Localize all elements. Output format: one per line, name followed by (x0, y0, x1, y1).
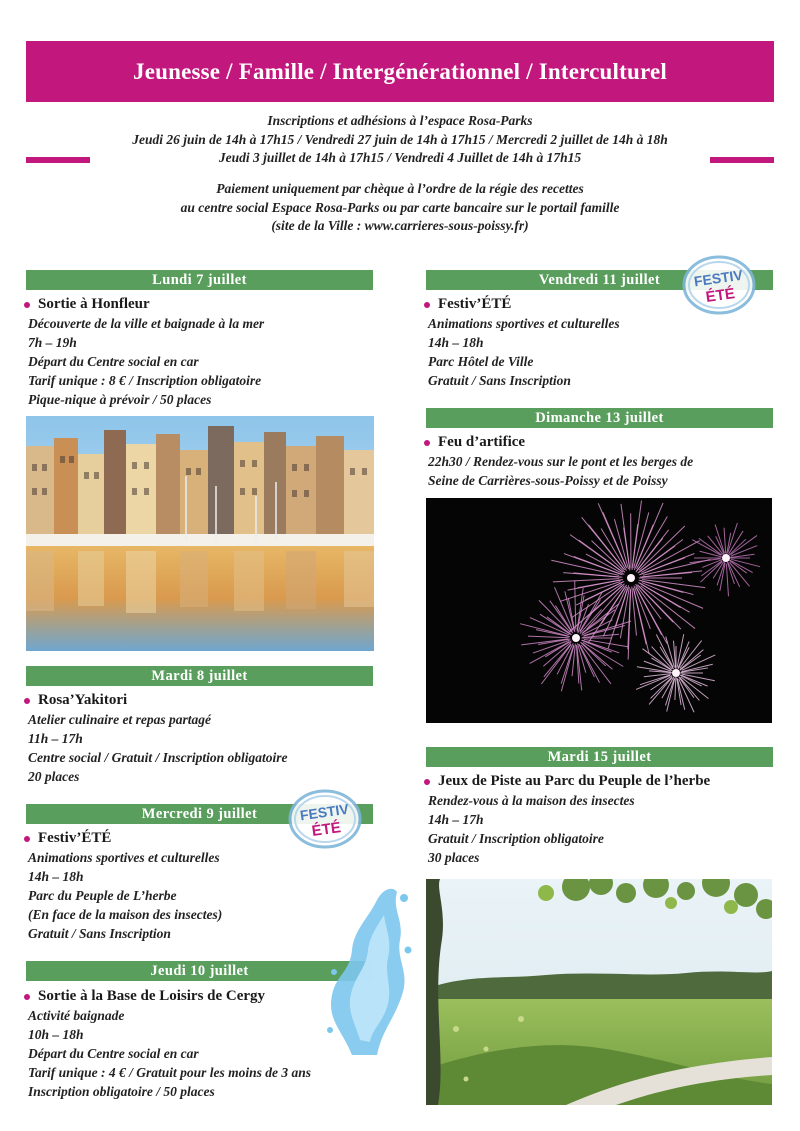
bullet-icon (424, 440, 430, 446)
event-detail: Rendez-vous à la maison des insectes (428, 793, 635, 808)
event-detail: Animations sportives et culturelles (28, 850, 220, 865)
event-jeux-de-piste (422, 772, 792, 867)
event-detail: 7h – 19h (28, 335, 77, 350)
bullet-icon (24, 698, 30, 704)
event-detail: 20 places (28, 769, 80, 784)
registration-line: Jeudi 3 juillet de 14h à 17h15 / Vendredi 4 Juillet de 14h à 17h15 (218, 150, 582, 165)
bullet-icon (424, 779, 430, 785)
registration-line: Jeudi 26 juin de 14h à 17h15 / Vendredi 27 juin de 14h à 17h15 / Mercredi 2 juillet de 14h à 18h (132, 131, 668, 147)
event-title: Festiv’ÉTÉ (38, 830, 112, 846)
event-detail: 22h30 / Rendez-vous sur le pont et les berges de (428, 454, 694, 469)
event-detail: Seine de Carrières-sous-Poissy et de Poissy (428, 473, 668, 488)
day-header-tue8 (26, 666, 373, 686)
page-title-banner (26, 41, 774, 102)
event-title: Sortie à Honfleur (38, 296, 150, 312)
water-splash-illustration (322, 880, 412, 1060)
bullet-icon (24, 302, 30, 308)
event-detail: 30 places (428, 850, 480, 865)
event-detail: Découverte de la ville et baignade à la mer (28, 316, 265, 331)
day-header-mon7 (26, 270, 373, 290)
event-detail: (En face de la maison des insectes) (28, 907, 223, 922)
fireworks-photo (426, 498, 772, 723)
event-detail: 11h – 17h (28, 731, 83, 746)
right-accent-bar (710, 157, 774, 163)
festivete-logo (680, 254, 758, 316)
payment-line: au centre social Espace Rosa-Parks ou par carte bancaire sur le portail famille (180, 199, 620, 215)
event-detail: Gratuit / Sans Inscription (28, 926, 171, 941)
bullet-icon (24, 994, 30, 1000)
event-detail: 14h – 17h (428, 812, 484, 827)
event-detail: 10h – 18h (28, 1027, 84, 1042)
event-detail: Inscription obligatoire / 50 places (28, 1084, 215, 1099)
event-detail: Centre social / Gratuit / Inscription obligatoire (28, 750, 288, 765)
day-label: Vendredi 11 juillet (538, 271, 661, 288)
logo-text-line2: ÉTÉ (310, 819, 343, 840)
day-label: Jeudi 10 juillet (150, 962, 249, 979)
event-fireworks (422, 433, 782, 490)
logo-text-line2: ÉTÉ (704, 285, 737, 306)
day-label: Lundi 7 juillet (152, 271, 247, 288)
event-detail: Tarif unique : 8 € / Inscription obligatoire (28, 373, 262, 388)
event-detail: Tarif unique : 4 € / Gratuit pour les moins de 3 ans (28, 1065, 312, 1080)
festivete-logo (286, 788, 364, 850)
registration-info (95, 112, 705, 168)
logo-text-line1: FESTIV (298, 800, 350, 824)
event-detail: Animations sportives et culturelles (428, 316, 620, 331)
event-rosa-yakitori (22, 691, 382, 786)
event-detail: Gratuit / Inscription obligatoire (428, 831, 604, 846)
event-detail: Gratuit / Sans Inscription (428, 373, 571, 388)
event-detail: Parc Hôtel de Ville (428, 354, 534, 369)
park-photo (426, 879, 772, 1105)
event-detail: Parc du Peuple de L’herbe (28, 888, 177, 903)
honfleur-harbour-photo (26, 416, 374, 651)
event-honfleur (22, 295, 382, 409)
registration-line: Inscriptions et adhésions à l’espace Rosa-Parks (267, 113, 533, 128)
left-accent-bar (26, 157, 90, 163)
event-title: Rosa’Yakitori (38, 692, 128, 708)
event-detail: 14h – 18h (28, 869, 84, 884)
bullet-icon (424, 302, 430, 308)
event-title: Jeux de Piste au Parc du Peuple de l’herbe (438, 773, 711, 789)
payment-line: Paiement uniquement par chèque à l’ordre de la régie des recettes (216, 181, 584, 196)
day-header-sun13 (426, 408, 773, 428)
event-title: Sortie à la Base de Loisirs de Cergy (38, 988, 266, 1004)
day-label: Dimanche 13 juillet (535, 409, 664, 426)
day-label: Mercredi 9 juillet (141, 805, 258, 822)
payment-info (95, 180, 705, 236)
event-detail: Atelier culinaire et repas partagé (28, 712, 211, 727)
event-title: Festiv’ÉTÉ (438, 296, 512, 312)
event-detail: Pique-nique à prévoir / 50 places (28, 392, 212, 407)
day-header-thu10 (26, 961, 373, 981)
day-header-tue15 (426, 747, 773, 767)
payment-line: (site de la Ville : www.carrieres-sous-poissy.fr) (271, 218, 529, 233)
event-detail: Départ du Centre social en car (28, 354, 199, 369)
bullet-icon (24, 836, 30, 842)
event-detail: Activité baignade (28, 1008, 125, 1023)
logo-text-line1: FESTIV (692, 266, 744, 290)
event-title: Feu d’artifice (438, 434, 526, 450)
page-title: Jeunesse / Famille / Intergénérationnel / Interculturel (133, 58, 667, 84)
event-detail: 14h – 18h (428, 335, 484, 350)
event-detail: Départ du Centre social en car (28, 1046, 199, 1061)
day-label: Mardi 15 juillet (547, 748, 652, 765)
day-label: Mardi 8 juillet (151, 667, 248, 684)
